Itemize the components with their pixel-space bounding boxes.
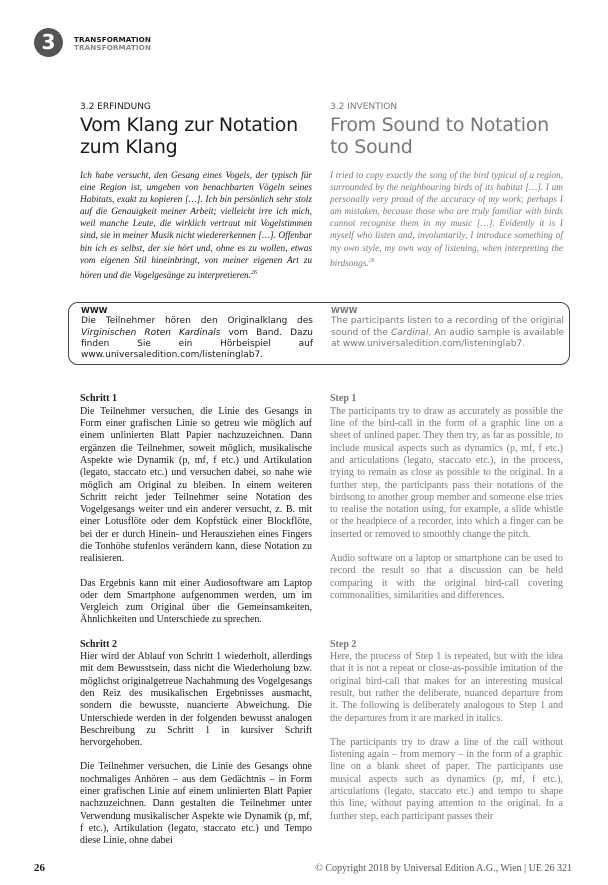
step-heading: Schritt 2: [80, 638, 117, 650]
step1-en: [330, 393, 563, 626]
quote-de: [80, 170, 312, 282]
step-heading: Step 2: [330, 638, 357, 650]
paragraph: Hier wird der Ablauf von Schritt 1 wiederholt, allerdings mit dem Bewusstsein, dass nicht die Wiederholung bzw. möglichst originalgetreue Nachahmung des Vogelgesangs den Reiz des musikalischen Ergebnisses ausmacht, sondern die bewusste, nuancierte Abweichung. Die Unterschiede werden in der folgenden bewusst analogen Beschreibung zu Schritt 1 in kursiver Schrift hervorgehoben.: [80, 651, 312, 749]
paragraph: Here, the process of Step 1 is repeated, but with the idea that it is not a repeat or close-as-possible imitation of the original bird-call that makes for an interesting musical result, but rather the deliberate, nuanced departure from it. The following is deliberately analogous to Step 1 and the departures from it are marked in italics.: [330, 651, 563, 724]
page-number: 26: [34, 861, 45, 874]
step2-de: [80, 639, 312, 848]
chapter-header: [0, 0, 608, 92]
paragraph: The participants try to draw a line of the call without listening again – from memory – in the form of a graphic line on a blank sheet of paper. The participants use musical aspects such as dynamics (p, mf, f etc.), articulations (legato, staccato etc.) and tempo to shape this line, without paying attention to the original. In a further step, each participant passes their: [330, 736, 563, 822]
intro-row: [80, 92, 563, 282]
www-italic: Cardinal: [391, 327, 429, 338]
www-italic: Virginischen Roten Kardinals: [81, 327, 221, 338]
www-note-de: [81, 305, 313, 361]
paragraph: Audio software on a laptop or smartphone can be used to record the result so that a discussion can be held comparing it with the original bird-call covering commonalities, similarities and differences.: [330, 552, 563, 601]
intro-en: [330, 92, 563, 282]
www-box: [68, 302, 570, 365]
step1-de: [80, 393, 312, 626]
www-label: WWW: [81, 305, 108, 315]
paragraph: Die Teilnehmer versuchen, die Linie des Gesangs ohne nochmaliges Anhören – aus dem Gedächtnis – in Form einer grafischen Linie auf einem unlinierten Blatt Papier nachzuzeichnen. Dann gestalten die Teilnehmer unter Verwendung musikalischer Aspekte wie Dynamik (p, mf, f etc.), Artikulation (legato, staccato etc.) und Tempo diese Linie, ohne dabei: [80, 761, 312, 847]
www-link-text[interactable]: vom Band. Dazu finden Sie ein Hörbeispiel auf www.universaledition.com/listeninglab7.: [81, 327, 313, 361]
page-title-en: From Sound to Notation to Sound: [330, 114, 549, 158]
page-title-de: Vom Klang zur Notation zum Klang: [80, 114, 298, 158]
paragraph: Das Ergebnis kann mit einer Audiosoftware am Laptop oder dem Smartphone aufgenommen werden, um im Vergleich zum Original über die Gemeinsamkeiten, Ähnlichkeiten und Unterschiede zu sprechen.: [80, 577, 312, 626]
step2-en: [330, 639, 563, 848]
step-heading: Step 1: [330, 393, 357, 405]
step-heading: Schritt 1: [80, 393, 117, 405]
step1-row: [80, 393, 563, 626]
paragraph: Die Teilnehmer versuchen, die Linie des Gesangs in Form einer grafischen Linie so getreu wie möglich auf einem unlinierten Blatt Papier nachzuzeichnen. Dann ergänzen die Teilnehmer, soweit möglich, musikalische Aspekte wie Dynamik (p, mf, f etc.) und Artikulation (legato, staccato etc.) und versuchen dabei, so nahe wie möglich am Original zu bleiben. In einem weiteren Schritt reicht jeder Teilnehmer seine Notation des Vogelgesangs weiter und ein anderer versucht, z. B. mit einer Lotusflöte oder dem Kopfstück einer Blockflöte, bei der er durch Hinein- und Herausziehen eines Fingers die Tonhöhe stufenlos verändern kann, diese Notation zu realisieren.: [80, 405, 312, 565]
quote-en: [330, 170, 563, 270]
copyright: © Copyright 2018 by Universal Edition A.G., Wien | UE 26 321: [315, 862, 572, 874]
quote-text: I tried to copy exactly the song of the bird typical of a region, surrounded by the neighbouring birds of its habitat […]. I am personally very proud of the accuracy of my work; perhaps I am mistaken, because those who are truly familiar with birds cannot recognise them in my music […]. Evidently it is I myself who listen and, involuntarily, I introduce something of my own style, my own way of listening, when interpreting the birdsongs.: [330, 171, 563, 269]
footnote-ref: 26: [368, 257, 375, 264]
intro-de: [80, 92, 312, 282]
www-note-en: [331, 305, 564, 361]
quote-text: Ich habe versucht, den Gesang eines Vogels, der typisch für eine Region ist, umgeben von benachbarten Vögeln seines Habitats, exakt zu kopieren […]. Ich bin persönlich sehr stolz auf die Genauigkeit meiner Arbeit; vielleicht irre ich mich, weil manche Leute, die wirklich vertraut mit Vogelstimmen sind, sie in meiner Musik nicht wiedererkennen […]. Offenbar bin ich es selbst, der sie hört und, ohne es zu wollen, etwas vom eigenen Stil hineinbringt, von meiner eigenen Art zu hören und die Vogelgesänge zu interpretieren.: [80, 171, 312, 281]
step2-row: [80, 639, 563, 848]
chapter-title-en: TRANSFORMATION: [74, 43, 152, 52]
paragraph: The participants try to draw as accurately as possible the line of the bird-call in the form of a graphic line on a sheet of unlined paper. They then try, as far as possible, to include musical aspects such as dynamics (p, mf, f etc.) and articulations (legato, staccato etc.), in the process, trying to remain as close as possible to the original. In a further step, the participants pass their notations of the birdsong to another group member and someone else tries to realise the notation using, for example, a slide whistle or the headpiece of a recorder, into which a finger can be inserted or removed to smoothly change the pitch.: [330, 405, 563, 540]
www-text: The participants listen to a recording of the original sound of the: [331, 316, 564, 338]
page-content: [80, 92, 563, 848]
page-footer: [34, 862, 572, 875]
www-text: Die Teilnehmer hören den Originalklang des: [81, 316, 313, 327]
section-label-en: 3.2 INVENTION: [330, 102, 398, 112]
chapter-title-de: TRANSFORMATION: [74, 35, 152, 44]
chapter-title: [74, 36, 151, 52]
www-link-text[interactable]: . An audio sample is available at www.universaledition.com/listeninglab7.: [331, 327, 565, 349]
chapter-number-badge: 3: [34, 28, 63, 57]
footnote-ref: 26: [250, 269, 257, 276]
www-label: WWW: [331, 305, 358, 315]
www-row: [81, 305, 565, 361]
section-label-de: 3.2 ERFINDUNG: [80, 102, 151, 112]
